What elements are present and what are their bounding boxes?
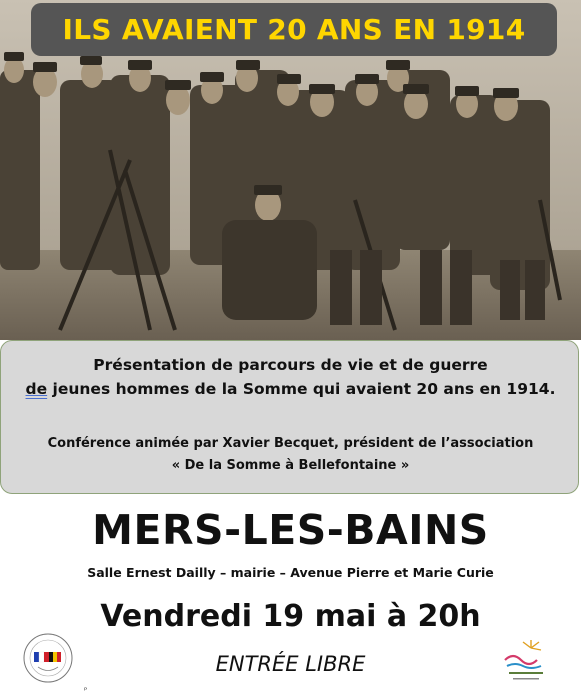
- event-date: Vendredi 19 mai à 20h: [100, 599, 481, 634]
- venue-address: Salle Ernest Dailly – mairie – Avenue Pierre et Marie Curie: [87, 565, 494, 580]
- poster-title: ILS AVAIENT 20 ANS EN 1914: [62, 13, 526, 46]
- association-name: « De la Somme à Bellefontaine »: [171, 458, 410, 473]
- speaker-line: Conférence animée par Xavier Becquet, président de l’association: [47, 436, 534, 451]
- city-name: MERS-LES-BAINS: [92, 506, 489, 554]
- mers-les-bains-logo: [501, 634, 551, 690]
- description-line-2-rest: jeunes hommes de la Somme qui avaient 20 ans en 1914.: [47, 380, 556, 398]
- association-logo: [22, 632, 74, 684]
- free-entry-label: ENTRÉE LIBRE: [215, 652, 366, 676]
- underlined-word: de: [25, 380, 48, 398]
- title-banner: [31, 3, 557, 56]
- description-line-1: Présentation de parcours de vie et de guerre: [93, 356, 488, 374]
- description-line-2: [0, 380, 581, 398]
- stray-mark: ᴾ: [84, 686, 88, 695]
